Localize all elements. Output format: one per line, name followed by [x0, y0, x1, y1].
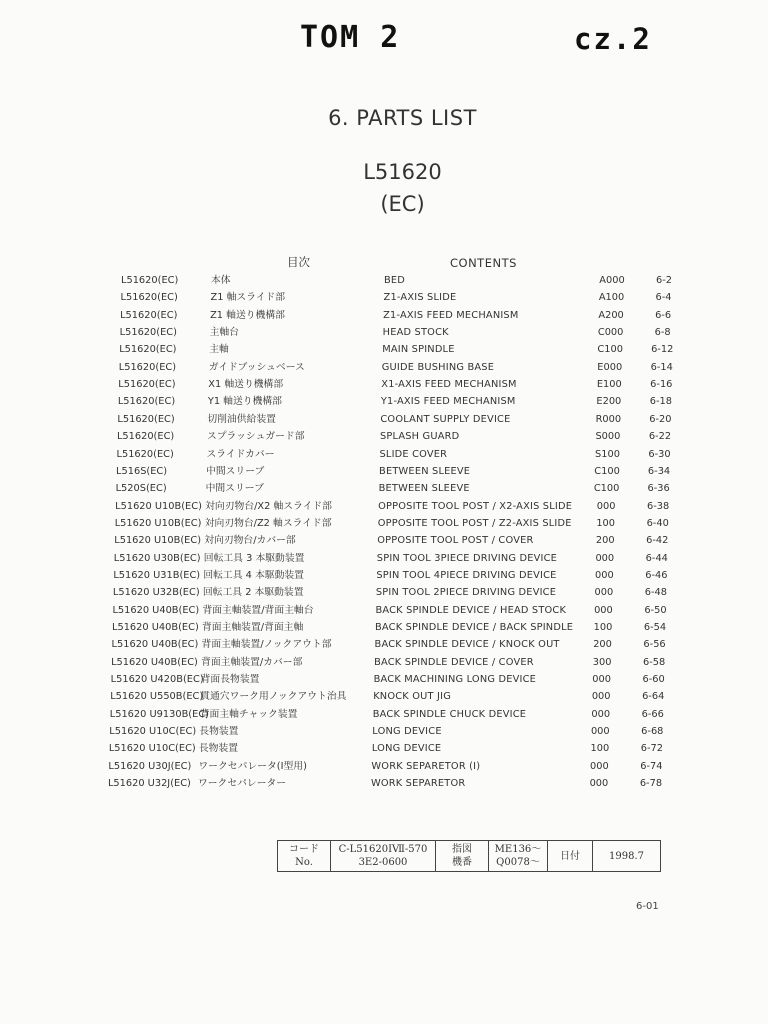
stamp-code-label-2: No.	[295, 857, 313, 868]
part-name-en: WORK SEPARETOR (Ⅰ)	[371, 760, 481, 772]
handwritten-note-left: TOM 2	[300, 20, 401, 55]
part-code: L51620 U10B(EC)	[114, 535, 202, 547]
part-name-en: BACK SPINDLE DEVICE / HEAD STOCK	[375, 604, 567, 616]
part-number: 100	[590, 743, 610, 755]
stamp-date-label	[548, 841, 593, 871]
part-number: 300	[592, 656, 612, 668]
model-number: L51620	[363, 160, 442, 184]
part-name-jp: 背面主軸装置/背面主軸	[202, 622, 304, 633]
page-reference: 6-68	[641, 726, 664, 738]
part-number: 100	[596, 517, 616, 529]
part-code: L520S(EC)	[115, 483, 167, 495]
stamp-date-value	[593, 841, 660, 871]
page-reference: 6-6	[655, 309, 672, 321]
part-number: E000	[597, 361, 623, 373]
part-name-en: HEAD STOCK	[382, 327, 449, 339]
part-name-en: OPPOSITE TOOL POST / Z2-AXIS SLIDE	[377, 517, 572, 529]
part-code: L51620(EC)	[116, 431, 175, 443]
part-name-jp: 切削油供給装置	[207, 413, 276, 425]
part-code: L51620 U10B(EC)	[115, 500, 202, 512]
part-name-en: BACK SPINDLE DEVICE / COVER	[374, 656, 534, 668]
part-name-jp: 背面主軸装置/背面主軸台	[202, 604, 314, 616]
part-name-jp: 対向刃物台/Z2 軸スライド部	[204, 517, 332, 529]
part-number: 000	[594, 587, 614, 599]
part-name-jp: 対向刃物台/X2 軸スライド部	[205, 500, 332, 512]
part-name-jp: 貫通穴ワーク用ノックアウト治具	[200, 691, 347, 703]
part-name-jp: 主軸台	[209, 327, 240, 339]
part-name-en: SPIN TOOL 2PIECE DRIVING DEVICE	[375, 587, 557, 599]
document-stamp-box	[277, 840, 661, 872]
part-name-jp: ワークセパレータ(Ⅰ型用)	[198, 760, 307, 772]
part-code: L51620 U10C(EC)	[109, 726, 197, 738]
part-name-jp: 回転工具 3 本駆動装置	[203, 552, 305, 564]
stamp-code-label-1: コード	[289, 844, 319, 855]
part-code: L51620 U31B(EC)	[113, 569, 201, 581]
part-code: L51620(EC)	[117, 396, 176, 408]
part-name-jp: 本体	[211, 275, 231, 286]
part-code: L516S(EC)	[116, 465, 168, 477]
part-number: 000	[594, 604, 613, 616]
part-name-en: SPIN TOOL 3PIECE DRIVING DEVICE	[376, 552, 558, 564]
part-code: L51620(EC)	[120, 309, 178, 321]
stamp-ref-value	[489, 841, 548, 871]
part-name-en: BED	[384, 275, 406, 286]
page-title: 6. PARTS LIST	[328, 106, 477, 130]
part-name-en: Y1-AXIS FEED MECHANISM	[380, 396, 516, 408]
stamp-date-label-text: 日付	[560, 850, 580, 862]
part-code: L51620 U550B(EC)	[110, 691, 204, 703]
page-reference: 6-56	[643, 639, 666, 651]
part-number: 000	[592, 674, 611, 686]
part-name-en: BETWEEN SLEEVE	[379, 465, 471, 477]
part-name-jp: 背面主軸チャック装置	[199, 708, 298, 720]
part-name-jp: ガイドブッシュベース	[208, 361, 305, 373]
part-name-en: OPPOSITE TOOL POST / COVER	[377, 535, 534, 547]
page-reference: 6-42	[646, 535, 669, 547]
page-reference: 6-74	[640, 760, 663, 772]
part-name-en: MAIN SPINDLE	[382, 344, 455, 356]
stamp-ref-label	[436, 841, 489, 871]
page-reference: 6-16	[650, 379, 673, 391]
stamp-code-value	[331, 841, 436, 871]
part-number: 100	[593, 622, 613, 633]
part-name-en: BACK SPINDLE CHUCK DEVICE	[372, 708, 527, 720]
page-number: 6-01	[636, 901, 659, 912]
part-number: 000	[594, 569, 614, 581]
part-code: L51620 U40B(EC)	[112, 604, 200, 616]
page-reference: 6-30	[648, 448, 671, 460]
contents-header-en: CONTENTS	[450, 256, 517, 270]
part-number: 000	[590, 760, 609, 772]
part-name-en: SPIN TOOL 4PIECE DRIVING DEVICE	[376, 569, 557, 581]
stamp-ref-value-1: ME136～	[494, 844, 542, 855]
part-number: C100	[597, 344, 623, 356]
stamp-date-value-text: 1998.7	[609, 850, 644, 862]
page-reference: 6-66	[641, 708, 664, 720]
stamp-code-value-1: C-L51620ⅠⅦ-570	[338, 844, 428, 855]
page-reference: 6-8	[654, 327, 671, 339]
part-name-en: WORK SEPARETOR	[370, 778, 466, 790]
page-reference: 6-58	[642, 656, 666, 668]
part-number: E200	[596, 396, 622, 408]
part-name-jp: 回転工具 2 本駆動装置	[202, 587, 304, 599]
part-name-jp: 主軸	[209, 344, 229, 356]
part-name-en: Z1-AXIS FEED MECHANISM	[383, 309, 519, 321]
stamp-code-label	[278, 841, 331, 871]
part-name-jp: 回転工具 4 本駆動装置	[203, 569, 304, 581]
page-reference: 6-38	[647, 500, 670, 512]
page-reference: 6-34	[647, 465, 671, 477]
part-name-jp: Z1 軸スライド部	[210, 292, 286, 304]
part-number: C100	[593, 483, 620, 495]
part-name-jp: スライドカバー	[206, 448, 275, 460]
part-number: S000	[595, 431, 621, 443]
part-number: 000	[595, 552, 615, 564]
part-code: L51620 U30J(EC)	[108, 760, 192, 772]
part-name-jp: 対向刃物台/カバー部	[204, 535, 296, 547]
stamp-code-value-2: 3E2-0600	[358, 857, 408, 868]
part-number: C100	[594, 465, 620, 477]
page-reference: 6-36	[647, 483, 670, 495]
part-name-jp: Y1 軸送り機構部	[207, 396, 282, 408]
part-number: 200	[595, 535, 615, 547]
page-reference: 6-20	[649, 413, 672, 425]
part-name-jp: 長物装置	[199, 726, 239, 738]
part-name-en: LONG DEVICE	[372, 726, 442, 738]
page-reference: 6-48	[644, 587, 667, 599]
part-name-en: BACK SPINDLE DEVICE / BACK SPINDLE	[375, 622, 574, 633]
part-code: L51620 U10C(EC)	[108, 743, 196, 755]
part-name-en: X1-AXIS FEED MECHANISM	[381, 379, 517, 391]
part-code: L51620 U420B(EC)	[110, 674, 204, 686]
page-reference: 6-50	[644, 604, 667, 616]
page-reference: 6-18	[649, 396, 672, 408]
part-number: 200	[593, 639, 612, 651]
page-reference: 6-72	[640, 743, 663, 755]
part-number: 000	[590, 726, 610, 738]
part-name-en: Z1-AXIS SLIDE	[383, 292, 457, 304]
page-reference: 6-14	[650, 361, 673, 373]
page-reference: 6-64	[642, 691, 665, 703]
part-code: L51620(EC)	[120, 292, 178, 304]
part-name-jp: 中間スリーブ	[205, 483, 264, 495]
part-name-en: SLIDE COVER	[379, 448, 448, 460]
part-name-en: BETWEEN SLEEVE	[378, 483, 470, 495]
part-code: L51620 U32B(EC)	[112, 587, 200, 599]
stamp-ref-label-1: 指図	[452, 844, 472, 855]
part-number: 000	[596, 500, 616, 512]
part-code: L51620(EC)	[121, 275, 179, 286]
part-code: L51620 U9130B(EC)	[109, 708, 209, 720]
part-code: L51620(EC)	[117, 413, 175, 425]
part-number: A200	[598, 309, 624, 321]
page-reference: 6-46	[645, 569, 668, 581]
part-name-jp: ワークセパレーター	[197, 778, 287, 790]
part-name-jp: スプラッシュガード部	[206, 431, 305, 443]
part-name-en: GUIDE BUSHING BASE	[381, 361, 495, 373]
part-code: L51620 U30B(EC)	[113, 552, 201, 564]
part-number: C000	[597, 327, 624, 339]
page-reference: 6-22	[648, 431, 672, 443]
page-reference: 6-78	[639, 778, 663, 790]
part-code: L51620 U40B(EC)	[111, 639, 199, 651]
part-number: A100	[598, 292, 625, 304]
part-name-en: SPLASH GUARD	[379, 431, 460, 443]
stamp-ref-label-2: 機番	[452, 857, 472, 868]
part-name-jp: 背面長物装置	[200, 674, 260, 686]
part-code: L51620 U40B(EC)	[111, 656, 198, 668]
page-reference: 6-2	[655, 275, 672, 286]
part-name-jp: 長物装置	[198, 743, 239, 755]
part-number: 000	[591, 708, 611, 720]
part-number: A000	[599, 275, 625, 286]
contents-header-jp: 目次	[287, 255, 310, 269]
handwritten-note-right: cz.2	[574, 22, 652, 56]
part-code: L51620(EC)	[119, 327, 177, 339]
part-name-en: COOLANT SUPPLY DEVICE	[380, 413, 511, 425]
part-name-jp: 背面主軸装置/カバー部	[201, 656, 303, 668]
part-code: L51620(EC)	[119, 344, 177, 356]
page-reference: 6-40	[646, 517, 669, 529]
part-name-en: BACK SPINDLE DEVICE / KNOCK OUT	[374, 639, 560, 651]
part-name-jp: X1 軸送り機構部	[208, 379, 284, 391]
part-code: L51620 U32J(EC)	[107, 778, 191, 790]
page-reference: 6-44	[645, 552, 668, 564]
model-variant: (EC)	[380, 192, 425, 216]
part-code: L51620(EC)	[118, 379, 176, 391]
part-number: E100	[596, 379, 622, 391]
part-number: S100	[595, 448, 620, 460]
part-name-jp: Z1 軸送り機構部	[210, 309, 285, 321]
part-name-en: OPPOSITE TOOL POST / X2-AXIS SLIDE	[378, 500, 573, 512]
part-code: L51620 U40B(EC)	[112, 622, 199, 633]
part-code: L51620(EC)	[116, 448, 174, 460]
part-name-en: KNOCK OUT JIG	[373, 691, 451, 703]
part-name-jp: 中間スリーブ	[206, 465, 265, 477]
page-reference: 6-12	[651, 344, 674, 356]
part-name-en: BACK MACHINING LONG DEVICE	[373, 674, 537, 686]
stamp-ref-value-2: Q0078～	[496, 857, 540, 868]
part-name-jp: 背面主軸装置/ノックアウト部	[201, 639, 332, 651]
page-reference: 6-60	[642, 674, 665, 686]
part-number: 000	[589, 778, 609, 790]
part-number: 000	[591, 691, 611, 703]
part-name-en: LONG DEVICE	[371, 743, 442, 755]
part-code: L51620(EC)	[118, 361, 177, 373]
page-reference: 6-54	[643, 622, 667, 633]
page-reference: 6-4	[655, 292, 672, 304]
part-number: R000	[595, 413, 622, 425]
part-code: L51620 U10B(EC)	[114, 517, 202, 529]
